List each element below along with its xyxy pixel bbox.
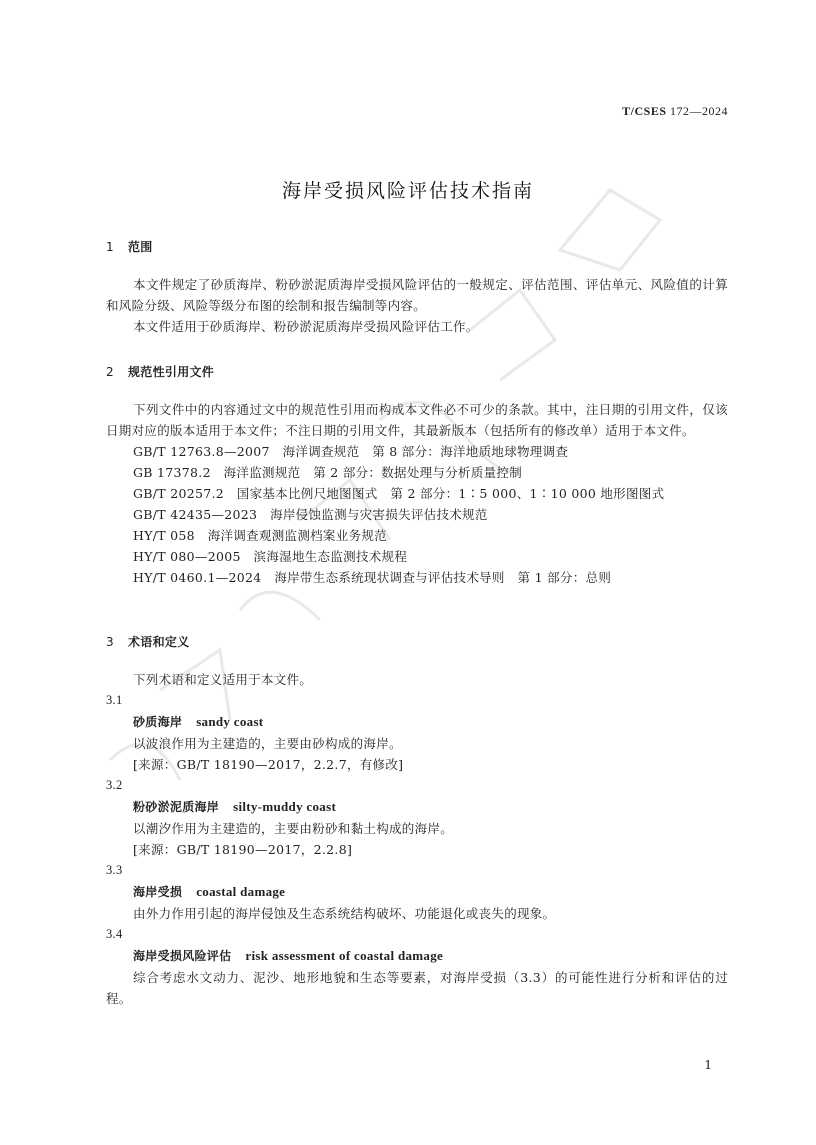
- paragraph: 下列文件中的内容通过文中的规范性引用而构成本文件必不可少的条款。其中，注日期的引用文件，仅该日期对应的版本适用于本文件；不注日期的引用文件，其最新版本（包括所有的修改单）适用于本文件。: [106, 402, 728, 438]
- section-terms-definitions: [106, 632, 728, 1009]
- term-zh: 粉砂淤泥质海岸: [133, 800, 220, 814]
- term-number: 3.3: [106, 863, 123, 877]
- reference-item: GB 17378.2 海洋监测规范 第 2 部分：数据处理与分析质量控制: [133, 465, 523, 480]
- term-en: sandy coast: [196, 714, 264, 729]
- paragraph: 本文件规定了砂质海岸、粉砂淤泥质海岸受损风险评估的一般规定、评估范围、评估单元、风险值的计算和风险分级、风险等级分布图的绘制和报告编制等内容。: [106, 277, 728, 313]
- section-heading: 3 术语和定义: [106, 635, 190, 649]
- term-heading: [106, 796, 728, 818]
- standard-code: [622, 104, 728, 119]
- term-zh: 海岸受损风险评估: [133, 949, 232, 963]
- reference-item: GB/T 20257.2 国家基本比例尺地图图式 第 2 部分：1∶5 000、1∶10 000 地形图图式: [133, 486, 665, 501]
- term-heading: [106, 881, 728, 903]
- term-number: 3.1: [106, 693, 123, 707]
- standard-number: 172—2024: [670, 104, 728, 118]
- paragraph: 下列术语和定义适用于本文件。: [133, 672, 313, 687]
- reference-item: HY/T 058 海洋调查观测监测档案业务规范: [133, 528, 387, 543]
- page-number: 1: [704, 1058, 712, 1072]
- term-source: [来源：GB/T 18190—2017，2.2.7，有修改]: [133, 757, 404, 772]
- reference-item: GB/T 42435—2023 海岸侵蚀监测与灾害损失评估技术规范: [133, 507, 488, 522]
- term-source: [来源：GB/T 18190—2017，2.2.8]: [133, 842, 353, 857]
- section-heading: 1 范围: [106, 240, 153, 254]
- term-definition: 以潮汐作用为主建造的，主要由粉砂和黏土构成的海岸。: [133, 821, 454, 836]
- term-heading: [106, 711, 728, 733]
- term-heading: [106, 945, 728, 967]
- term-definition: 以波浪作用为主建造的，主要由砂构成的海岸。: [133, 736, 402, 751]
- term-zh: 砂质海岸: [133, 715, 183, 729]
- term-definition: 综合考虑水文动力、泥沙、地形地貌和生态等要素，对海岸受损（3.3）的可能性进行分析和评估的过程。: [106, 970, 728, 1006]
- section-normative-references: [106, 362, 728, 588]
- section-heading: 2 规范性引用文件: [106, 365, 215, 379]
- term-en: risk assessment of coastal damage: [245, 948, 444, 963]
- reference-item: HY/T 080—2005 滨海湿地生态监测技术规程: [133, 549, 408, 564]
- standard-prefix: T/CSES: [622, 104, 667, 118]
- term-en: coastal damage: [196, 884, 286, 899]
- reference-item: GB/T 12763.8—2007 海洋调查规范 第 8 部分：海洋地质地球物理调查: [133, 444, 569, 459]
- term-en: silty-muddy coast: [233, 799, 337, 814]
- term-zh: 海岸受损: [133, 885, 183, 899]
- reference-item: HY/T 0460.1—2024 海岸带生态系统现状调查与评估技术导则 第 1 部分：总则: [133, 570, 612, 585]
- section-scope: [106, 237, 728, 337]
- paragraph: 本文件适用于砂质海岸、粉砂淤泥质海岸受损风险评估工作。: [133, 319, 479, 334]
- term-number: 3.2: [106, 778, 123, 792]
- term-number: 3.4: [106, 927, 123, 941]
- term-definition: 由外力作用引起的海岸侵蚀及生态系统结构破坏、功能退化或丧失的现象。: [133, 906, 556, 921]
- document-title: 海岸受损风险评估技术指南: [281, 180, 534, 202]
